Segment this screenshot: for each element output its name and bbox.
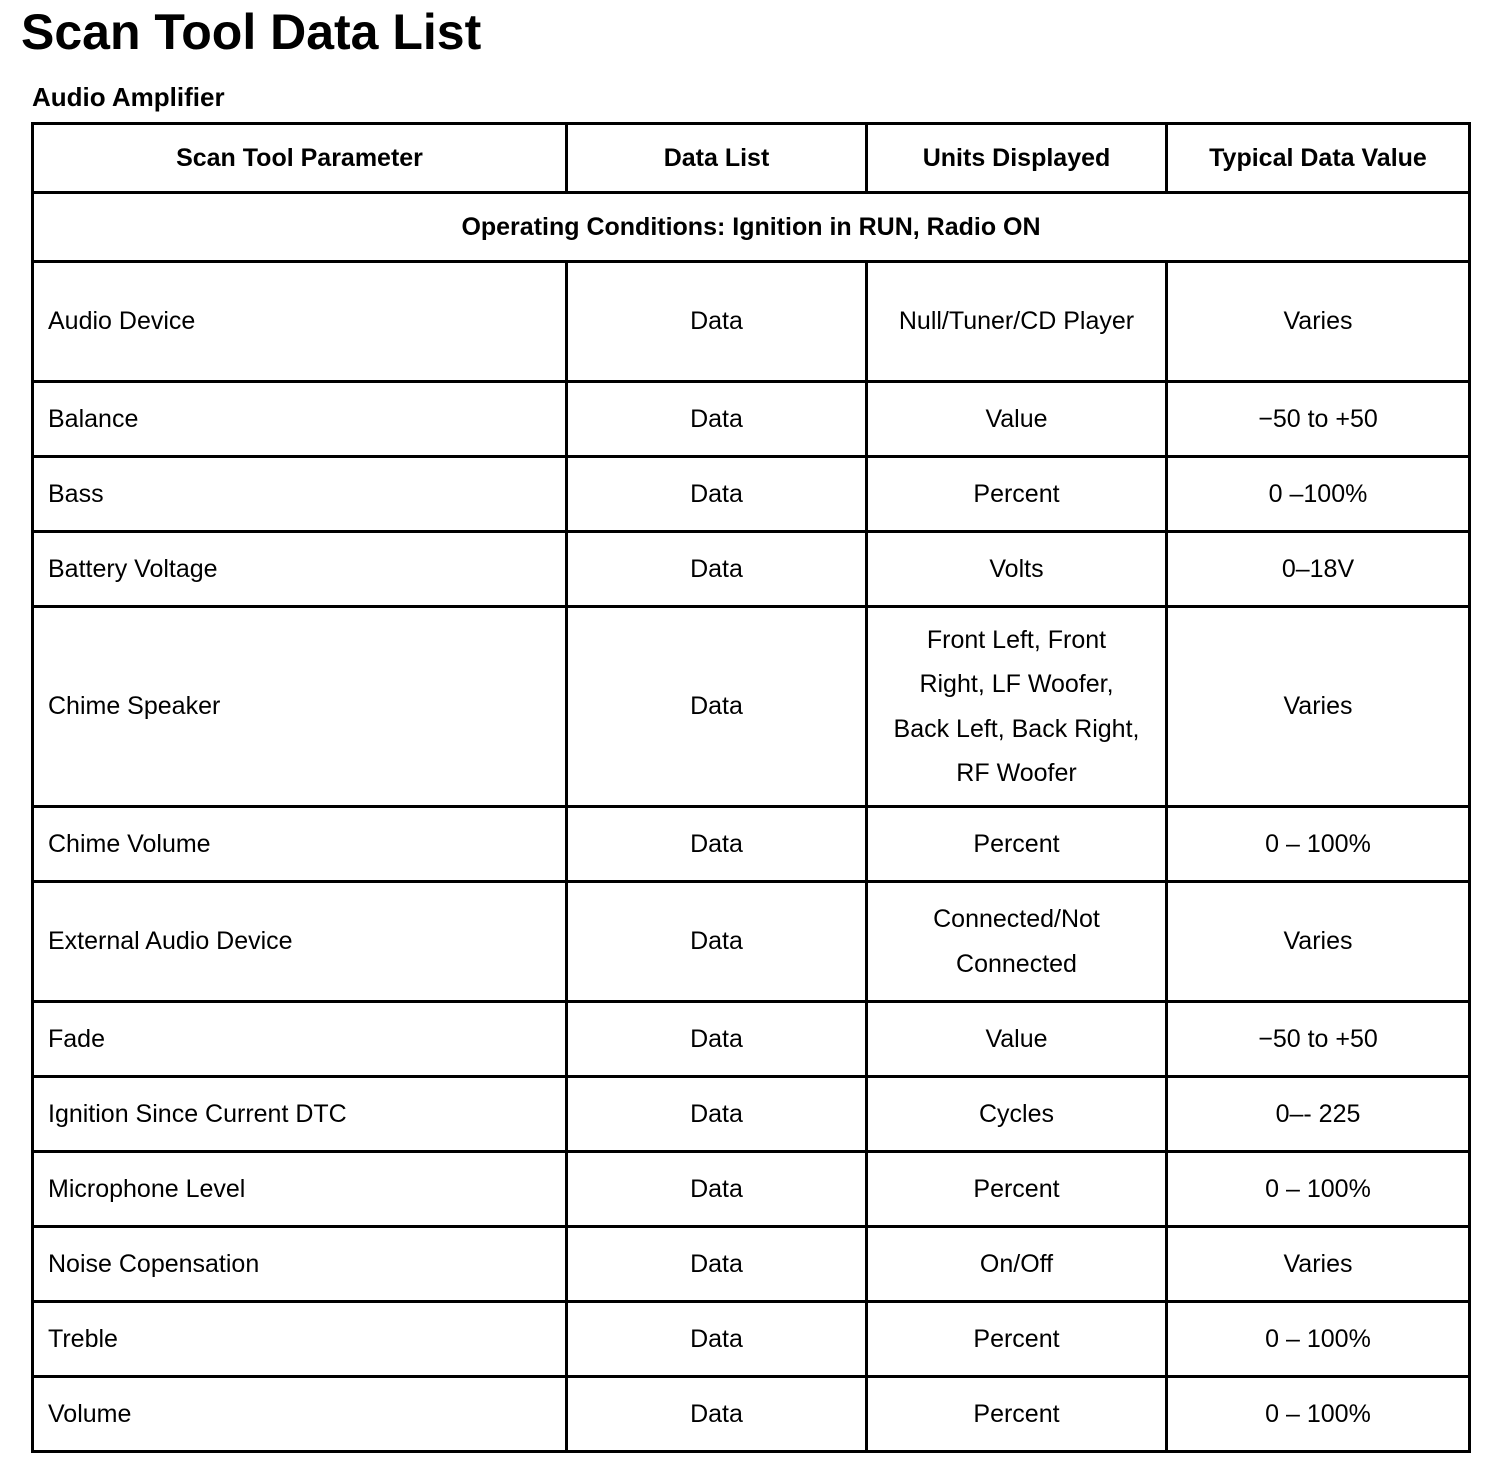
table-header-row bbox=[33, 124, 1470, 193]
cell-data-list: Data bbox=[567, 1377, 867, 1452]
cell-parameter: Fade bbox=[33, 1002, 567, 1077]
cell-parameter: Chime Speaker bbox=[33, 607, 567, 807]
cell-units: Volts bbox=[867, 532, 1167, 607]
cell-typical-value: 0–- 225 bbox=[1167, 1077, 1470, 1152]
header-typical-data-value: Typical Data Value bbox=[1167, 124, 1470, 193]
cell-parameter: Noise Copensation bbox=[33, 1227, 567, 1302]
header-data-list: Data List bbox=[567, 124, 867, 193]
cell-units: Percent bbox=[867, 1377, 1167, 1452]
cell-units: Null/Tuner/CD Player bbox=[867, 262, 1167, 382]
cell-typical-value: Varies bbox=[1167, 882, 1470, 1002]
cell-units: Connected/Not Connected bbox=[867, 882, 1167, 1002]
cell-data-list: Data bbox=[567, 1152, 867, 1227]
cell-data-list: Data bbox=[567, 262, 867, 382]
cell-typical-value: 0 – 100% bbox=[1167, 1377, 1470, 1452]
cell-parameter: Treble bbox=[33, 1302, 567, 1377]
cell-units: Percent bbox=[867, 1302, 1167, 1377]
cell-data-list: Data bbox=[567, 882, 867, 1002]
cell-data-list: Data bbox=[567, 1227, 867, 1302]
cell-parameter: Bass bbox=[33, 457, 567, 532]
operating-conditions: Operating Conditions: Ignition in RUN, Radio ON bbox=[33, 193, 1470, 262]
table-row bbox=[33, 1227, 1470, 1302]
cell-parameter: External Audio Device bbox=[33, 882, 567, 1002]
cell-parameter: Volume bbox=[33, 1377, 567, 1452]
header-scan-tool-parameter: Scan Tool Parameter bbox=[33, 124, 567, 193]
cell-parameter: Ignition Since Current DTC bbox=[33, 1077, 567, 1152]
table-row bbox=[33, 607, 1470, 807]
cell-data-list: Data bbox=[567, 382, 867, 457]
cell-parameter: Chime Volume bbox=[33, 807, 567, 882]
cell-data-list: Data bbox=[567, 1002, 867, 1077]
conditions-row bbox=[33, 193, 1470, 262]
cell-typical-value: −50 to +50 bbox=[1167, 1002, 1470, 1077]
cell-data-list: Data bbox=[567, 532, 867, 607]
cell-typical-value: Varies bbox=[1167, 262, 1470, 382]
cell-data-list: Data bbox=[567, 1302, 867, 1377]
cell-units: Value bbox=[867, 1002, 1167, 1077]
page-title: Scan Tool Data List bbox=[21, 4, 482, 60]
header-units-displayed: Units Displayed bbox=[867, 124, 1167, 193]
section-title: Audio Amplifier bbox=[32, 82, 225, 112]
cell-units: Cycles bbox=[867, 1077, 1167, 1152]
cell-units: Percent bbox=[867, 807, 1167, 882]
cell-typical-value: 0 – 100% bbox=[1167, 1302, 1470, 1377]
table-row bbox=[33, 262, 1470, 382]
table-row bbox=[33, 1077, 1470, 1152]
cell-data-list: Data bbox=[567, 1077, 867, 1152]
table-row bbox=[33, 1002, 1470, 1077]
table-row bbox=[33, 882, 1470, 1002]
table-row bbox=[33, 382, 1470, 457]
cell-units: Percent bbox=[867, 1152, 1167, 1227]
cell-parameter: Battery Voltage bbox=[33, 532, 567, 607]
cell-typical-value: 0 – 100% bbox=[1167, 807, 1470, 882]
table-row bbox=[33, 1377, 1470, 1452]
table-row bbox=[33, 807, 1470, 882]
cell-typical-value: 0 – 100% bbox=[1167, 1152, 1470, 1227]
cell-typical-value: Varies bbox=[1167, 1227, 1470, 1302]
cell-typical-value: −50 to +50 bbox=[1167, 382, 1470, 457]
cell-units: Value bbox=[867, 382, 1167, 457]
cell-typical-value: 0 –100% bbox=[1167, 457, 1470, 532]
table-row bbox=[33, 1302, 1470, 1377]
cell-data-list: Data bbox=[567, 457, 867, 532]
cell-typical-value: Varies bbox=[1167, 607, 1470, 807]
table-row bbox=[33, 532, 1470, 607]
cell-typical-value: 0–18V bbox=[1167, 532, 1470, 607]
cell-units: On/Off bbox=[867, 1227, 1167, 1302]
table-row bbox=[33, 457, 1470, 532]
cell-parameter: Microphone Level bbox=[33, 1152, 567, 1227]
table-row bbox=[33, 1152, 1470, 1227]
cell-parameter: Audio Device bbox=[33, 262, 567, 382]
scan-tool-data-table bbox=[31, 122, 1471, 1453]
cell-data-list: Data bbox=[567, 807, 867, 882]
cell-data-list: Data bbox=[567, 607, 867, 807]
cell-units: Percent bbox=[867, 457, 1167, 532]
cell-parameter: Balance bbox=[33, 382, 567, 457]
cell-units: Front Left, Front Right, LF Woofer, Back Left, Back Right, RF Woofer bbox=[867, 607, 1167, 807]
